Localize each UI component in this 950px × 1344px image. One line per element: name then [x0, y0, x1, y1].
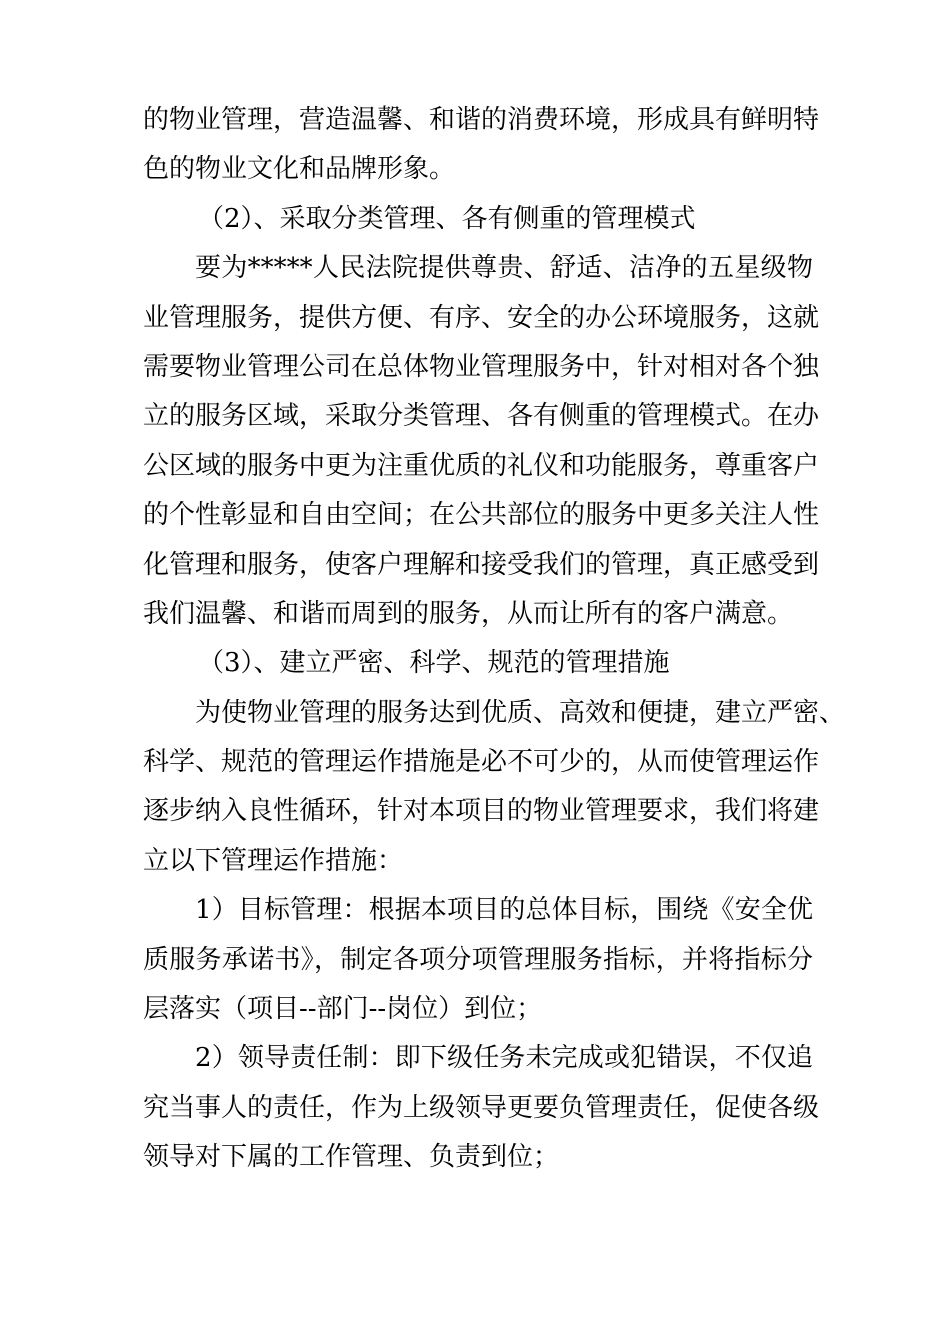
section-heading: （2）、采取分类管理、各有侧重的管理模式 [198, 203, 696, 234]
text-line: 质服务承诺书》，制定各项分项管理服务指标，并将指标分 [143, 944, 813, 975]
list-item-text: 1）目标管理：根据本项目的总体目标，围绕《安全优 [195, 895, 813, 926]
text-line: 色的物业文化和品牌形象。 [143, 154, 456, 185]
text-line: 的物业管理，营造温馨、和谐的消费环境，形成具有鲜明特 [143, 105, 820, 135]
section-heading: （3）、建立严密、科学、规范的管理措施 [198, 648, 670, 679]
text-line: 业管理服务，提供方便、有序、安全的办公环境服务，这就 [143, 302, 820, 333]
text-line: 为使物业管理的服务达到优质、高效和便捷，建立严密、 [195, 697, 846, 728]
text-line: 究当事人的责任，作为上级领导更要负管理责任，促使各级 [143, 1092, 820, 1123]
text-line: 立的服务区域，采取分类管理、各有侧重的管理模式。在办 [143, 401, 820, 432]
text-line: 立以下管理运作措施： [143, 845, 404, 876]
text-line: 的个性彰显和自由空间；在公共部位的服务中更多关注人性 [143, 500, 820, 531]
text-line: 要为*****人民法院提供尊贵、舒适、洁净的五星级物 [195, 253, 813, 284]
text-line: 公区域的服务中更为注重优质的礼仪和功能服务，尊重客户 [143, 450, 820, 481]
text-line: 需要物业管理公司在总体物业管理服务中，针对相对各个独 [143, 351, 820, 382]
text-line: 科学、规范的管理运作措施是必不可少的，从而使管理运作 [143, 747, 820, 778]
text-line: 层落实（项目--部门--岗位）到位； [143, 994, 543, 1025]
body-text [143, 96, 846, 1183]
text-line: 我们温馨、和谐而周到的服务，从而让所有的客户满意。 [143, 598, 794, 629]
text-line: 化管理和服务，使客户理解和接受我们的管理，真正感受到 [143, 549, 820, 580]
text-line: 逐步纳入良性循环，针对本项目的物业管理要求，我们将建 [143, 796, 820, 827]
list-item-text: 2）领导责任制：即下级任务未完成或犯错误，不仅追 [195, 1043, 813, 1074]
text-line: 领导对下属的工作管理、负责到位； [143, 1142, 560, 1173]
